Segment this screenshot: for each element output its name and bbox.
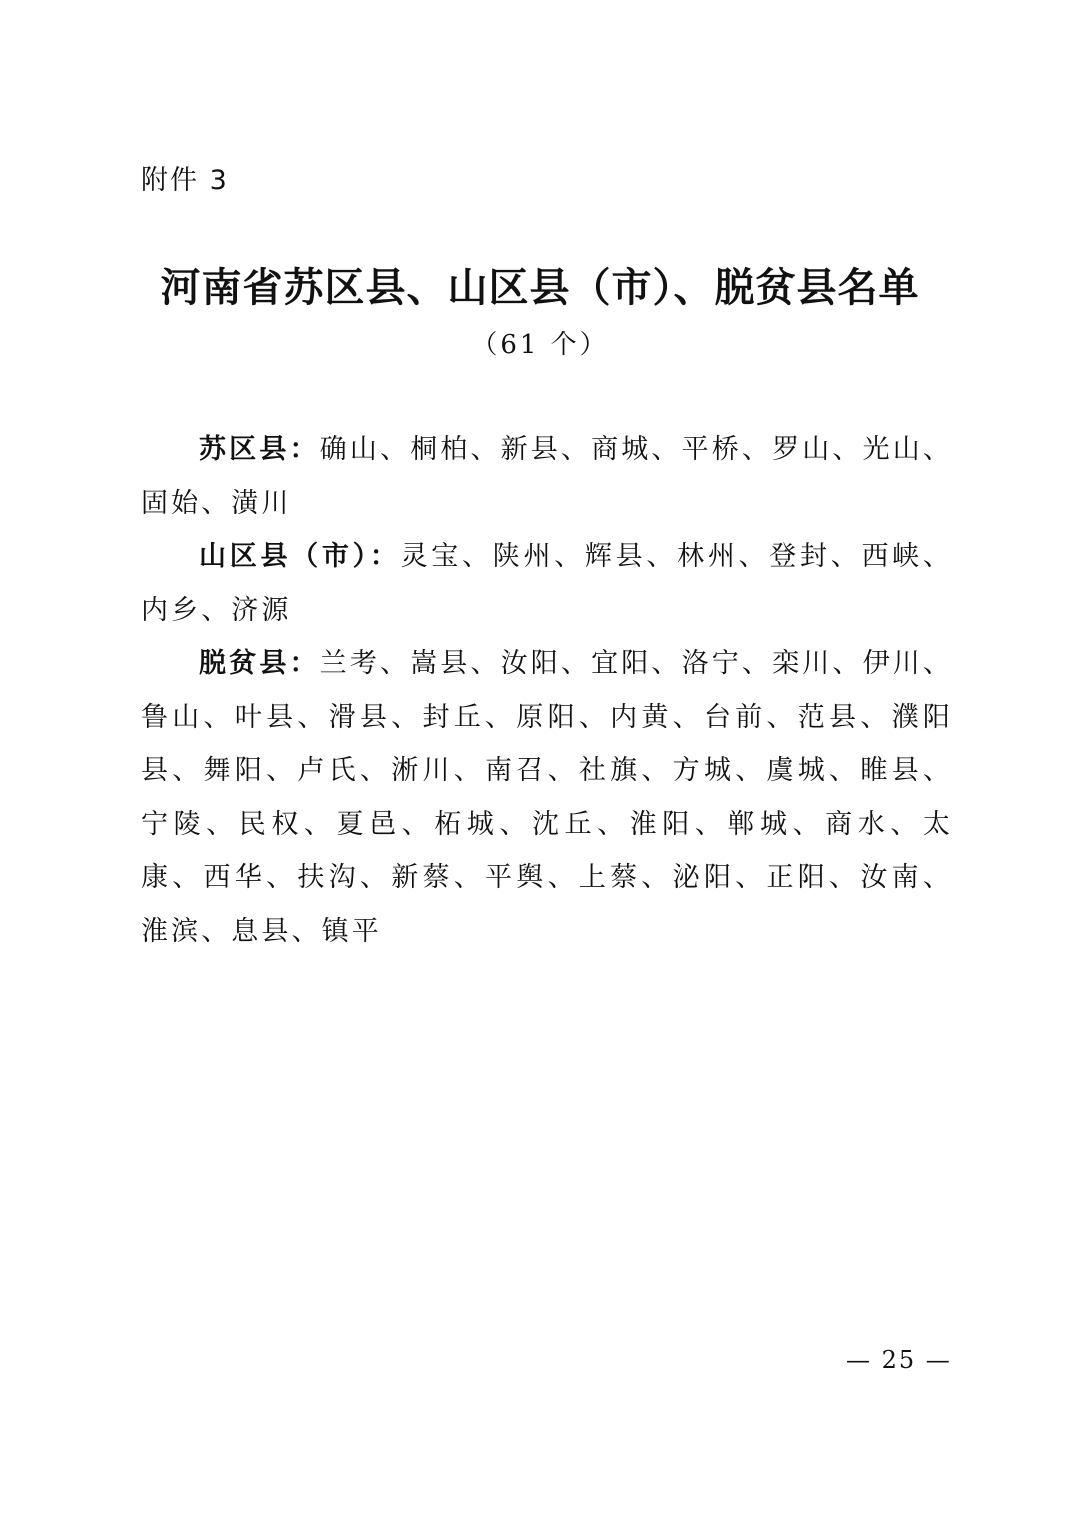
document-body (141, 423, 953, 958)
section-county-list: 确山、桐柏、新县、商城、平桥、罗山、光山、固始、潢川 (141, 434, 953, 519)
section-poverty-alleviated-counties (141, 637, 953, 958)
page-number: — 25 — (846, 1346, 952, 1374)
section-mountain-counties (141, 530, 953, 637)
section-soviet-area-counties (141, 423, 953, 530)
section-county-list: 兰考、嵩县、汝阳、宜阳、洛宁、栾川、伊川、鲁山、叶县、滑县、封丘、原阳、内黄、台前、范县、濮阳县、舞阳、卢氏、淅川、南召、社旗、方城、虞城、睢县、宁陵、民权、夏邑、柘城、沈丘、淮阳、郸城、商水、太康、西华、扶沟、新蔡、平舆、上蔡、泌阳、正阳、汝南、淮滨、息县、镇平 (141, 648, 953, 947)
document-title: 河南省苏区县、山区县（市）、脱贫县名单 (160, 264, 920, 311)
county-count-note: （61 个） (471, 330, 609, 360)
section-county-list: 灵宝、陕州、辉县、林州、登封、西峡、内乡、济源 (141, 541, 953, 626)
attachment-label: 附件 3 (141, 165, 229, 196)
section-label: 脱贫县： (199, 648, 320, 679)
section-label: 苏区县： (199, 434, 320, 465)
section-label: 山区县（市）： (199, 541, 401, 572)
